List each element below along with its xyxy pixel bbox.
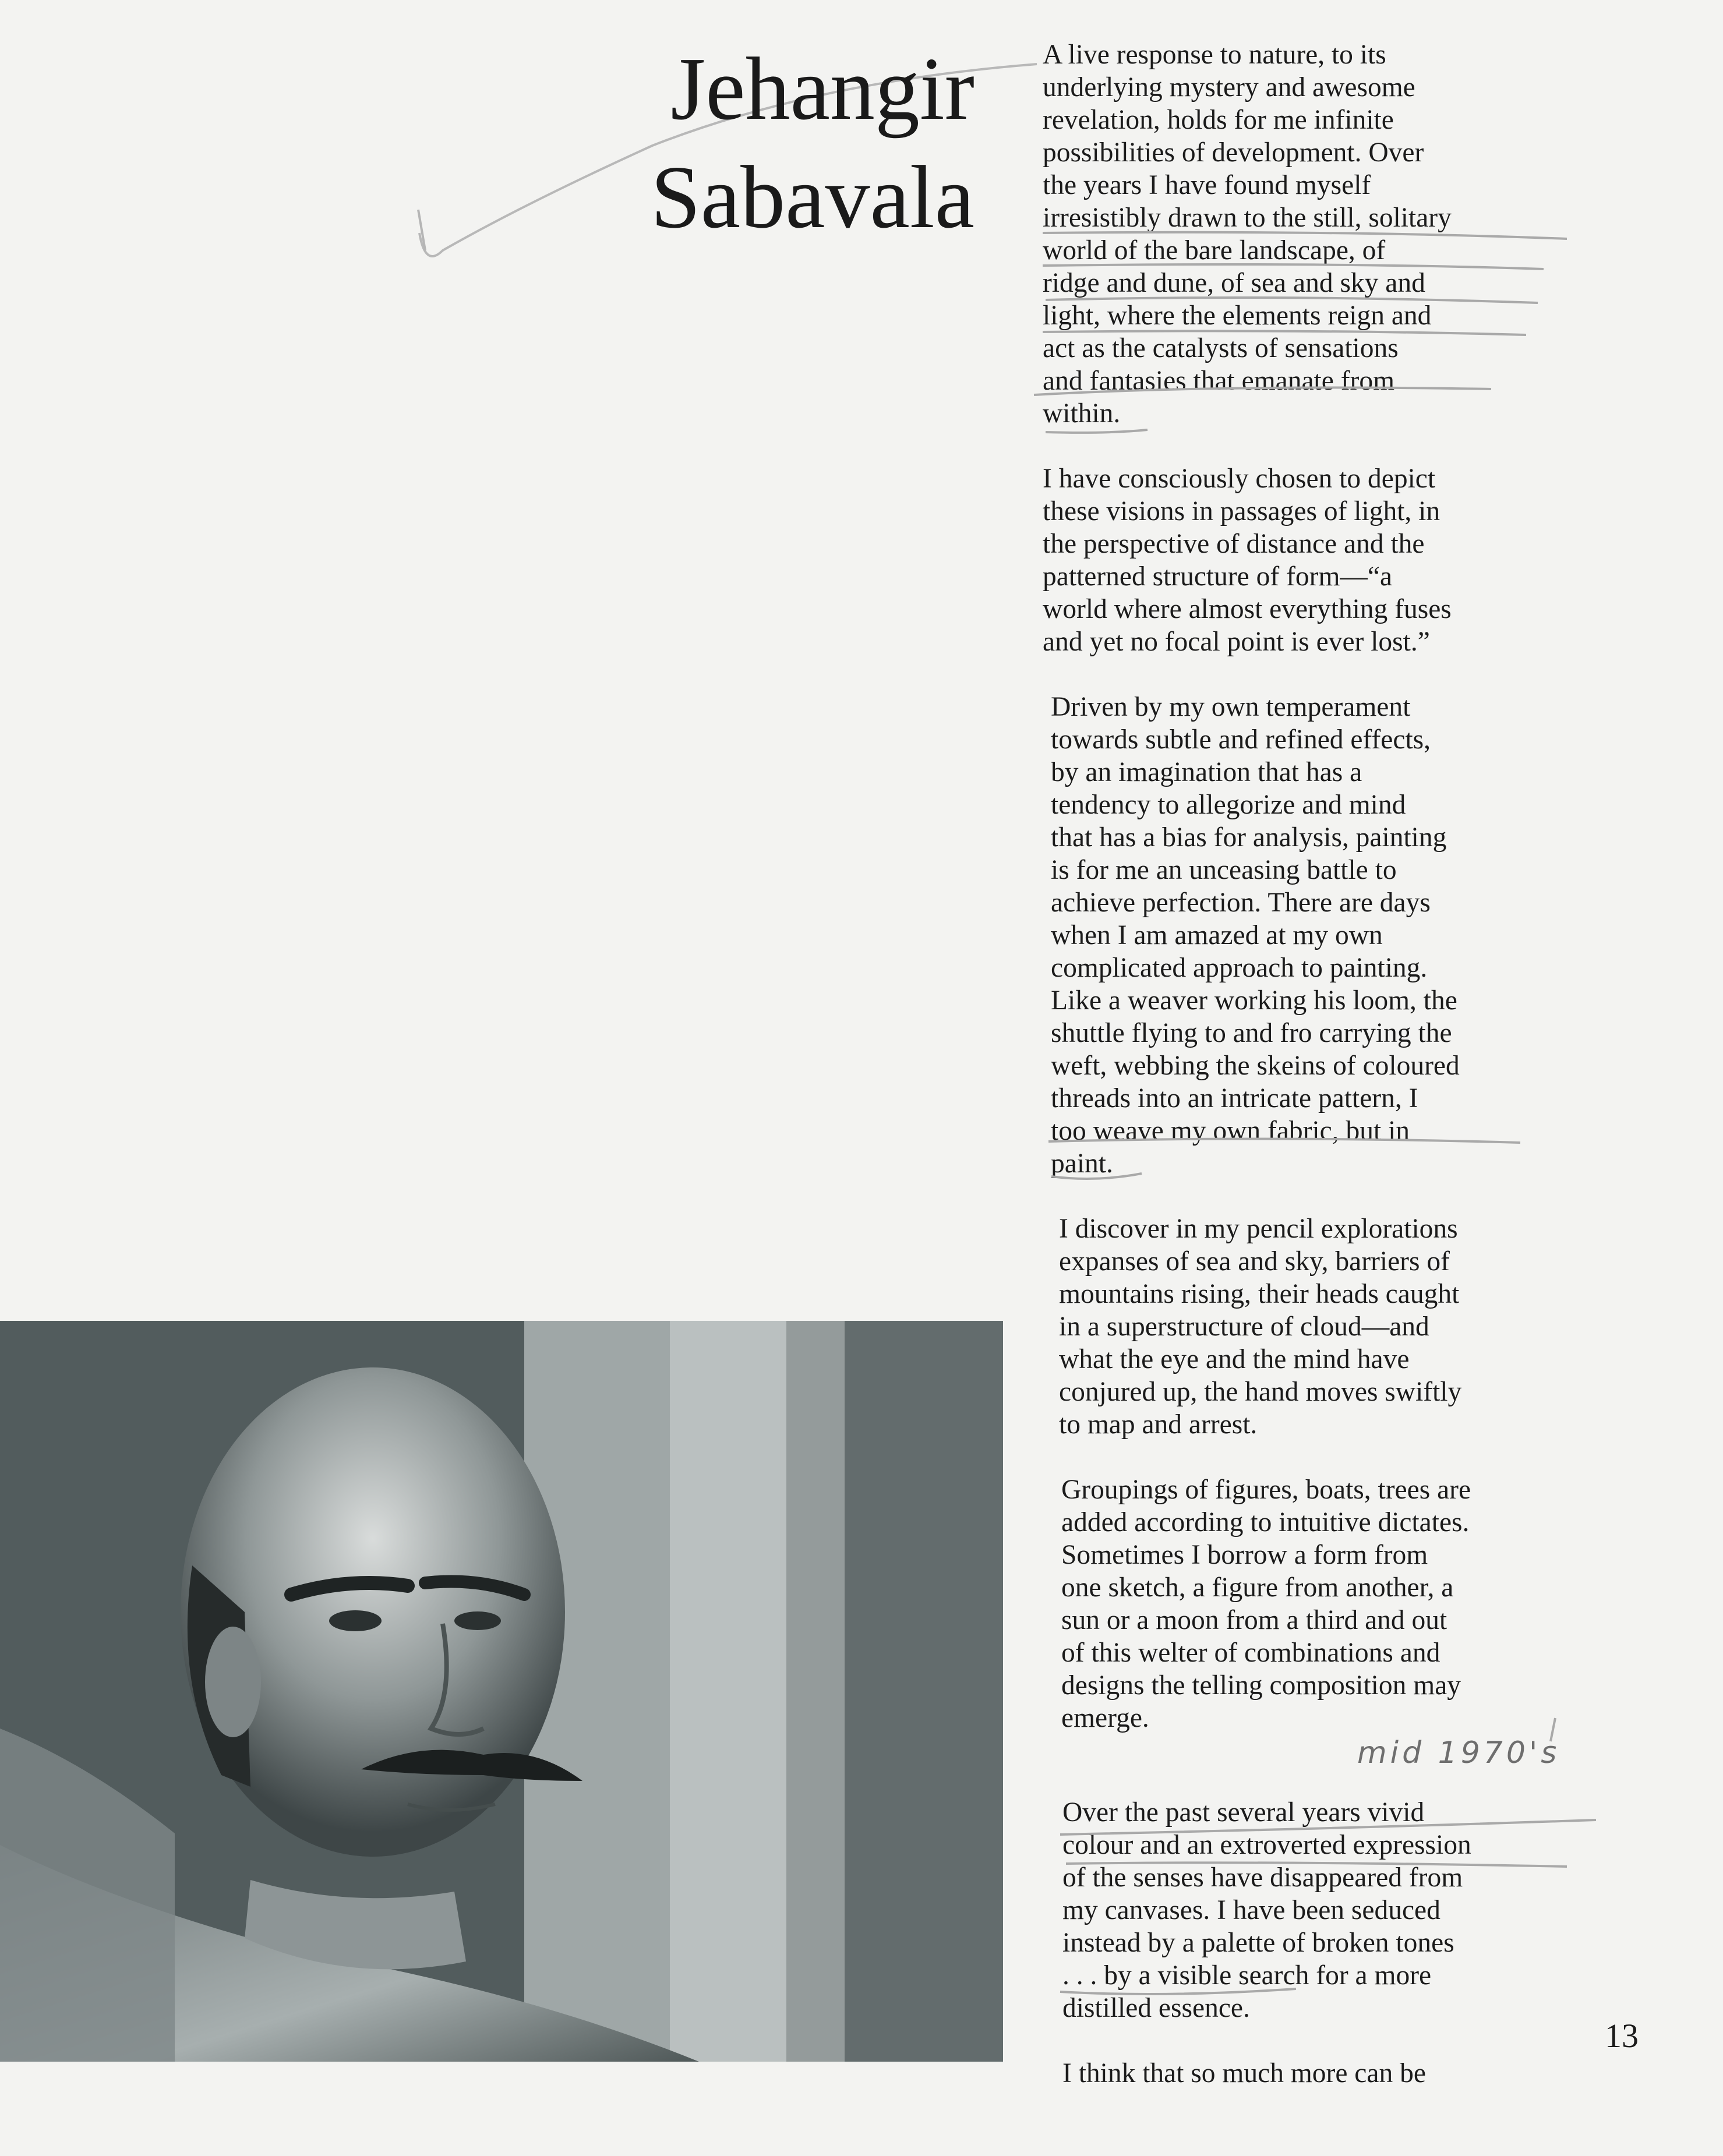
heading-first-name: Jehangir <box>670 40 975 139</box>
paragraph: A live response to nature, to its underlying mystery and awesome revelation, holds for me infinite possibilities of development. Over the years I have found myself irresistibly drawn to the still, solitary world of the bare landscape, of ridge and dune, of sea and sky and light, where the elements reign and act as the catalysts of sensations and fantasies that emanate from within. <box>1043 40 1452 429</box>
paragraph: I have consciously chosen to depict these visions in passages of light, in the perspective of distance and the patterned structure of form—“a world where almost everything fuses and yet no focal point is ever lost.” <box>1043 464 1452 657</box>
page-number: 13 <box>1605 2017 1639 2055</box>
paragraph: Groupings of figures, boats, trees are added according to intuitive dictates. Sometimes I borrow a form from one sketch, a figure from another, a sun or a moon from a third and out of this welter of combinations and designs the telling composition may emerge. <box>1061 1475 1471 1733</box>
paragraph: Over the past several years vivid colour and an extroverted expression of the senses have disappeared from my canvases. I have been seduced instead by a palette of broken tones . . . by a visible search for a more distilled essence. <box>1062 1797 1471 2023</box>
artist-name-heading <box>497 35 975 252</box>
artist-portrait-photo <box>0 1321 1003 2062</box>
paragraph: I think that so much more can be <box>1062 2058 1426 2088</box>
heading-last-name: Sabavala <box>651 148 975 247</box>
paragraph: I discover in my pencil explorations expanses of sea and sky, barriers of mountains rising, their heads caught in a superstructure of cloud—and what the eye and the mind have conjured up, the hand moves swiftly to map and arrest. <box>1059 1214 1462 1440</box>
handwritten-note: mid 1970's <box>1357 1736 1560 1770</box>
paragraph: Driven by my own temperament towards subtle and refined effects, by an imagination that has a tendency to allegorize and mind that has a bias for analysis, painting is for me an unceasing battle to achieve perfection. There are days when I am amazed at my own complicated approach to painting. Like a weaver working his loom, the shuttle flying to and fro carrying the weft, webbing the skeins of coloured threads into an intricate pattern, I too weave my own fabric, but in paint. <box>1051 692 1460 1179</box>
portrait-illustration <box>0 1321 1003 2062</box>
text-column <box>1043 38 1590 2090</box>
